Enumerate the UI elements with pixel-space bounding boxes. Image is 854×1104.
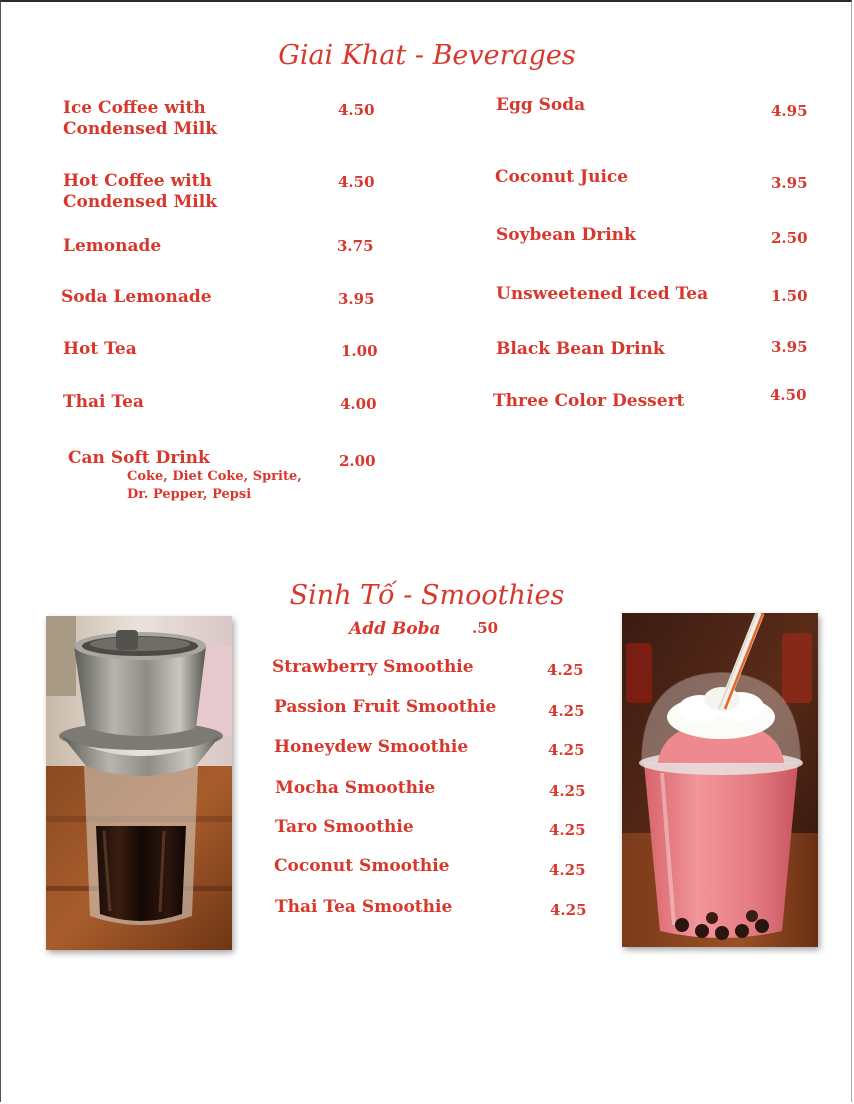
smoothie-item-name: Coconut Smoothie [274,856,450,876]
beverage-item-price: 3.95 [771,174,808,192]
smoothie-item-price: 4.25 [549,821,586,839]
smoothie-item-price: 4.25 [547,661,584,679]
smoothie-item-price: 4.25 [548,702,585,720]
beverage-item-price: 3.95 [771,338,808,356]
smoothie-item-price: 4.25 [549,861,586,879]
beverage-item-price: 4.50 [770,386,807,404]
beverage-item-price: 4.50 [338,101,375,119]
smoothie-item-name: Strawberry Smoothie [272,657,474,677]
smoothie-item-name: Honeydew Smoothie [274,737,469,757]
add-boba-label: Add Boba [349,619,441,639]
smoothie-cup-illustration [622,613,818,947]
beverage-item-name: Coconut Juice [495,167,629,187]
smoothie-item-name: Passion Fruit Smoothie [274,697,497,717]
beverage-item-price: 2.50 [771,229,808,247]
beverage-item-price: 2.00 [339,452,376,470]
smoothie-item-price: 4.25 [550,901,587,919]
beverage-item-price: 3.95 [338,290,375,308]
smoothie-item-name: Thai Tea Smoothie [275,897,453,917]
smoothie-item-price: 4.25 [548,741,585,759]
beverage-item-name: Can Soft Drink [68,448,210,468]
smoothie-item-name: Taro Smoothie [275,817,414,837]
beverage-item-name: Ice Coffee with Condensed Milk [63,98,217,139]
beverage-item-price: 1.00 [341,342,378,360]
coffee-photo [46,616,232,950]
coffee-drip-illustration [46,616,232,950]
beverage-item-name: Hot Tea [63,339,137,359]
smoothies-title: Sinh Tố - Smoothies [289,580,565,611]
beverage-item-name: Egg Soda [496,95,586,115]
beverage-item-price: 4.50 [338,173,375,191]
beverage-item-name: Three Color Dessert [493,391,685,411]
beverage-item-price: 3.75 [337,237,374,255]
beverage-item-price: 1.50 [771,287,808,305]
beverage-item-price: 4.00 [340,395,377,413]
beverage-item-price: 4.95 [771,102,808,120]
beverage-item-name: Lemonade [63,236,162,256]
soft-drink-options: Dr. Pepper, Pepsi [127,487,252,502]
smoothie-photo [622,613,818,947]
beverage-item-name: Unsweetened Iced Tea [496,284,709,304]
beverage-item-name: Soda Lemonade [61,287,212,307]
beverage-item-name: Black Bean Drink [496,339,665,359]
beverages-title: Giai Khat - Beverages [278,40,576,71]
soft-drink-options: Coke, Diet Coke, Sprite, [127,469,302,484]
add-boba-price: .50 [472,619,499,637]
beverage-item-name: Soybean Drink [496,225,636,245]
smoothie-item-price: 4.25 [549,782,586,800]
beverage-item-name: Hot Coffee with Condensed Milk [63,171,217,212]
smoothie-item-name: Mocha Smoothie [275,778,436,798]
beverage-item-name: Thai Tea [63,392,144,412]
